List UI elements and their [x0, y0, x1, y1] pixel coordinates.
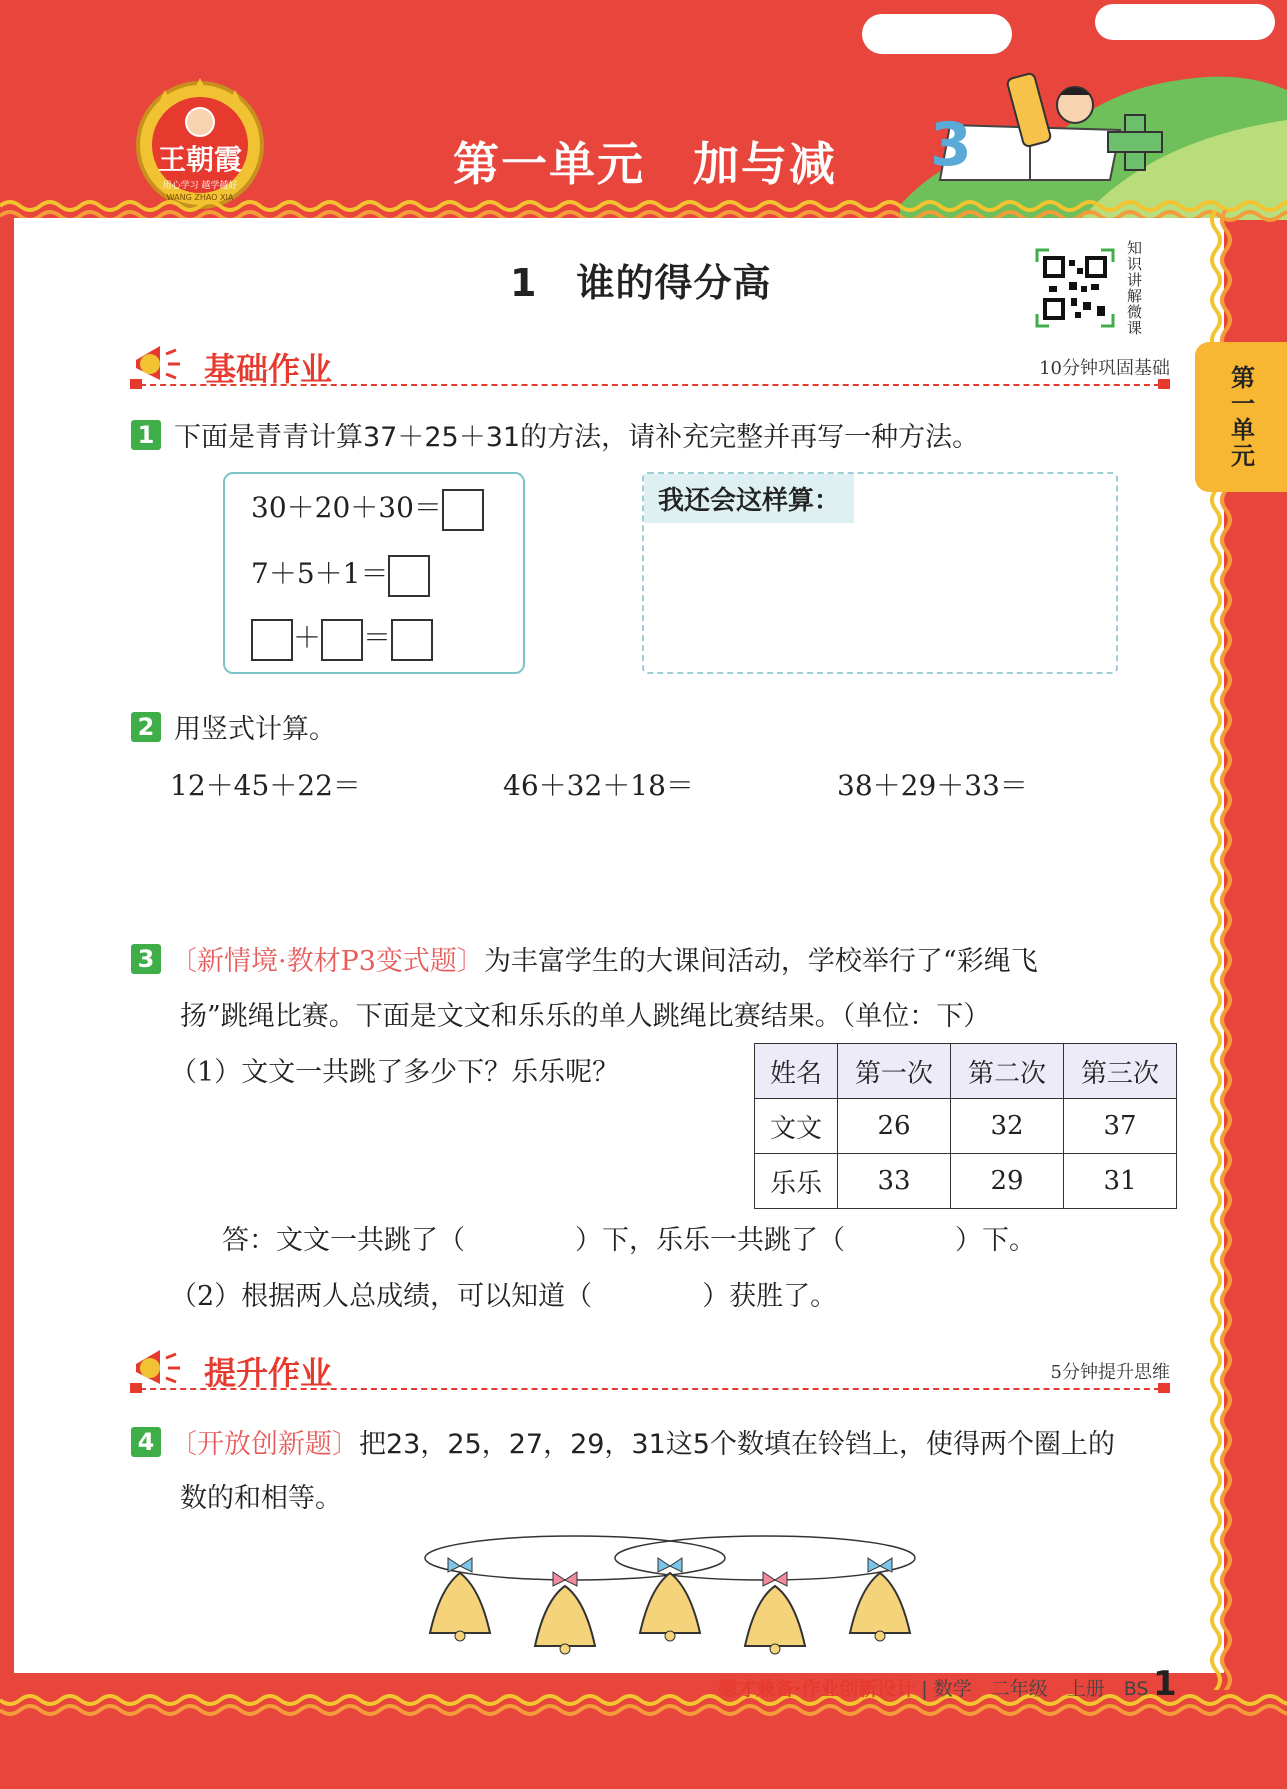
other-method-label: 我还会这样算： [644, 474, 854, 523]
equation-text: 7＋5＋1＝ [251, 557, 389, 590]
vertical-calc-expression: 38＋29＋33＝ [837, 769, 1028, 802]
table-row [755, 1099, 1177, 1154]
score-table [754, 1043, 1177, 1209]
method-box [223, 472, 525, 674]
unit-side-tab[interactable]: 第一单元 [1195, 342, 1287, 492]
section-title: 提升作业 [204, 1354, 333, 1392]
sub-question [170, 1274, 837, 1313]
bells-illustration [420, 1528, 920, 1658]
table-header-cell: 第二次 [951, 1044, 1064, 1099]
equation-row [251, 616, 433, 661]
divider-end [130, 379, 142, 389]
page-number: 1 [1153, 1664, 1177, 1704]
answer-box[interactable] [251, 619, 293, 661]
table-cell: 32 [951, 1099, 1064, 1154]
answer-line [222, 1218, 1036, 1257]
question-number: 3 [131, 944, 161, 974]
question-number: 1 [131, 420, 161, 450]
plus-sign: ＋ [293, 621, 322, 654]
question-line: 扬”跳绳比赛。下面是文文和乐乐的单人跳绳比赛结果。（单位：下） [180, 1001, 991, 1032]
answer-box[interactable] [388, 555, 430, 597]
landscape-illustration [900, 30, 1287, 220]
question-number: 4 [131, 1427, 161, 1457]
table-cell: 文文 [755, 1099, 838, 1154]
table-header-row [755, 1044, 1177, 1099]
bell-icon[interactable] [430, 1558, 490, 1641]
qr-label: 知识讲解微课 [1125, 240, 1143, 336]
qr-code-icon[interactable] [1035, 248, 1115, 328]
bell-icon[interactable] [850, 1558, 910, 1641]
answer-box[interactable] [391, 619, 433, 661]
footer [718, 1674, 1148, 1701]
equation-row [251, 486, 484, 531]
unit-title: 第一单元 加与减 [453, 137, 837, 191]
answer-box[interactable] [321, 619, 363, 661]
question-number: 2 [131, 712, 161, 742]
answer-text: ）下。 [955, 1225, 1036, 1256]
section-note: 5分钟提升思维 [1050, 1362, 1170, 1383]
divider-end [130, 1383, 142, 1393]
bell-icon[interactable] [745, 1572, 805, 1654]
table-cell: 37 [1064, 1099, 1177, 1154]
other-method-box[interactable] [642, 472, 1118, 674]
question-text: 下面是青青计算37＋25＋31的方法，请补充完整并再写一种方法。 [174, 422, 980, 453]
table-cell: 26 [838, 1099, 951, 1154]
section-title: 基础作业 [204, 350, 333, 388]
table-header-cell: 第一次 [838, 1044, 951, 1099]
question-text [170, 939, 1170, 978]
logo-subtext: 用心学习 越学越好 [162, 181, 238, 191]
table-cell: 33 [838, 1154, 951, 1209]
divider-end [1158, 1383, 1170, 1393]
score-table-wrap [754, 1043, 1177, 1209]
table-row [755, 1154, 1177, 1209]
answer-text: 答：文文一共跳了（ [222, 1225, 465, 1256]
section-note: 10分钟巩固基础 [1039, 358, 1170, 379]
logo-ring-text: WANG ZHAO XIA [166, 193, 234, 202]
section-divider [130, 1388, 1170, 1390]
question-text: 用竖式计算。 [174, 714, 336, 745]
svg-text:3: 3 [930, 110, 972, 180]
table-header-cell: 姓名 [755, 1044, 838, 1099]
divider-end [1158, 379, 1170, 389]
section-divider [130, 384, 1170, 386]
table-cell: 29 [951, 1154, 1064, 1209]
sub-question: （1）文文一共跳了多少下？乐乐呢？ [170, 1057, 620, 1088]
lesson-title: 1 谁的得分高 [510, 261, 772, 305]
answer-box[interactable] [442, 489, 484, 531]
equation-row [251, 552, 430, 597]
footer-brand: 德才兼备·作业创新设计 [718, 1678, 916, 1700]
table-cell: 乐乐 [755, 1154, 838, 1209]
question-text [170, 1422, 1115, 1461]
bell-icon[interactable] [535, 1572, 595, 1654]
question-line: 数的和相等。 [180, 1483, 342, 1514]
equals-sign: ＝ [363, 621, 392, 654]
logo-text: 王朝霞 [157, 143, 242, 176]
question-line: 为丰富学生的大课间活动，学校举行了“彩绳飞 [483, 946, 1038, 977]
section-header-advanced [130, 1344, 1170, 1394]
equation-text: 30＋20＋30＝ [251, 491, 442, 524]
answer-text: （2）根据两人总成绩，可以知道（ [170, 1281, 593, 1312]
vertical-calc-expression: 46＋32＋18＝ [503, 769, 694, 802]
bell-icon[interactable] [640, 1558, 700, 1641]
answer-text: ）获胜了。 [702, 1281, 838, 1312]
question-tag: 〔新情境·教材P3变式题〕 [170, 946, 484, 977]
vertical-calc-expression: 12＋45＋22＝ [170, 769, 361, 802]
section-header-basic [130, 340, 1170, 390]
question-tag: 〔开放创新题〕 [170, 1429, 359, 1460]
answer-text: ）下，乐乐一共跳了（ [575, 1225, 845, 1256]
table-cell: 31 [1064, 1154, 1177, 1209]
table-header-cell: 第三次 [1064, 1044, 1177, 1099]
question-line: 把23，25，27，29，31这5个数填在铃铛上，使得两个圈上的 [359, 1429, 1115, 1460]
footer-info: | 数学 二年级 上册 BS [921, 1678, 1149, 1700]
